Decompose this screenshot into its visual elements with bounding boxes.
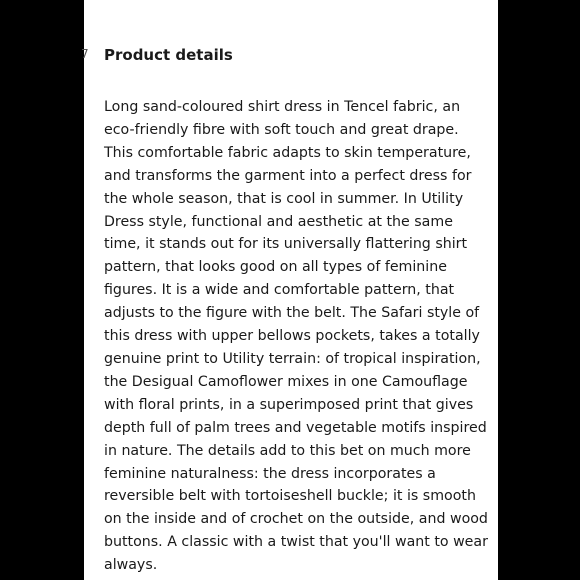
product-details-heading: Product details — [104, 46, 233, 64]
product-description: Long sand-coloured shirt dress in Tencel fabric, an eco-friendly fibre with soft touch and great drape. This comfortable fabric adapts to skin temperature, and transforms the garment into a perfect dress for the whole season, that is cool in summer. In Utility Dress style, functional and aesthetic at the same time, it stands out for its universally flattering shirt pattern, that looks good on all types of feminine figures. It is a wide and comfortable pattern, that adjusts to the figure with the belt. The Safari style of this dress with upper bellows pockets, takes a totally genuine print to Utility terrain: of tropical inspiration, the Desigual Camoflower mixes in one Camouflage with floral prints, in a superimposed print that gives depth full of palm trees and vegetable motifs inspired in nature. The details add to this bet on much more feminine naturalness: the dress incorporates a reversible belt with tortoiseshell buckle; it is smooth on the inside and of crochet on the outside, and wood buttons. A classic with a twist that you'll want to wear always. — [104, 99, 488, 574]
product-details-panel — [81, 0, 498, 580]
chevron-icon[interactable]: 7 — [81, 47, 89, 61]
